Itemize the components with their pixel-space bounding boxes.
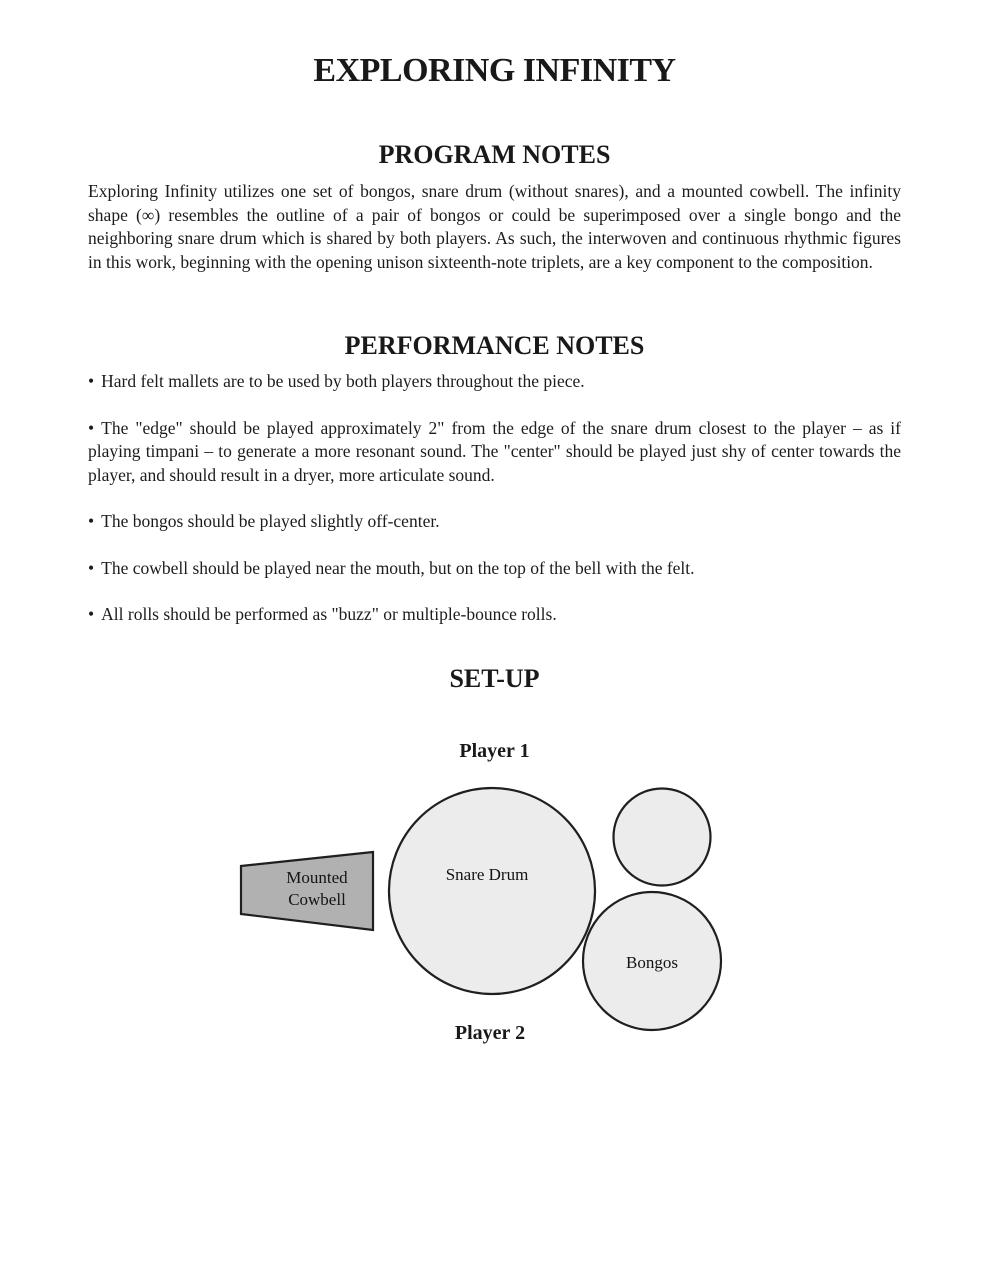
bullet-icon: • <box>88 371 95 391</box>
performance-note-text: The bongos should be played slightly off-center. <box>101 511 440 531</box>
performance-note-text: Hard felt mallets are to be used by both players throughout the piece. <box>101 371 585 391</box>
performance-note-item <box>88 510 901 534</box>
program-notes-paragraph: Exploring Infinity utilizes one set of bongos, snare drum (without snares), and a mounted cowbell. The infinity shape (∞) resembles the outline of a pair of bongos or could be superimposed over a single bongo and the neighboring snare drum which is shared by both players. As such, the interwoven and continuous rhythmic figures in this work, beginning with the opening unison sixteenth-note triplets, are a key component to the composition. <box>88 181 901 272</box>
bullet-icon: • <box>88 511 95 531</box>
performance-note-item <box>88 603 901 627</box>
player1-label: Player 1 <box>459 739 530 762</box>
bullet-icon: • <box>88 557 95 578</box>
performance-note-text: The "edge" should be played approximately 2" from the edge of the snare drum closest to the player – as if playing timpani – to generate a more resonant sound. The "center" should be played just shy of center towards the player, and should result in a dryer, more articulate sound. <box>88 417 901 485</box>
snare-drum-label: Snare Drum <box>445 864 529 884</box>
setup-diagram <box>0 777 989 1057</box>
bongos-label: Bongos <box>626 952 678 972</box>
bongo-small-drum-circle <box>614 788 711 885</box>
setup-diagram-canvas <box>0 777 989 1057</box>
performance-notes-heading: PERFORMANCE NOTES <box>344 331 645 360</box>
page-title: EXPLORING INFINITY <box>313 52 676 89</box>
performance-note-item <box>88 557 901 581</box>
performance-note-text: The cowbell should be played near the mouth, but on the top of the bell with the felt. <box>101 557 695 578</box>
bullet-icon: • <box>88 417 95 438</box>
performance-note-text: All rolls should be performed as "buzz" or multiple-bounce rolls. <box>101 604 557 624</box>
snare-drum-circle <box>389 788 595 994</box>
mounted-cowbell-label: Mounted Cowbell <box>286 867 348 909</box>
setup-heading: SET-UP <box>449 663 540 693</box>
program-notes-heading: PROGRAM NOTES <box>378 140 611 169</box>
performance-note-item <box>88 370 901 394</box>
bullet-icon: • <box>88 604 95 624</box>
player2-label: Player 2 <box>454 1021 526 1044</box>
performance-note-item <box>88 417 901 488</box>
